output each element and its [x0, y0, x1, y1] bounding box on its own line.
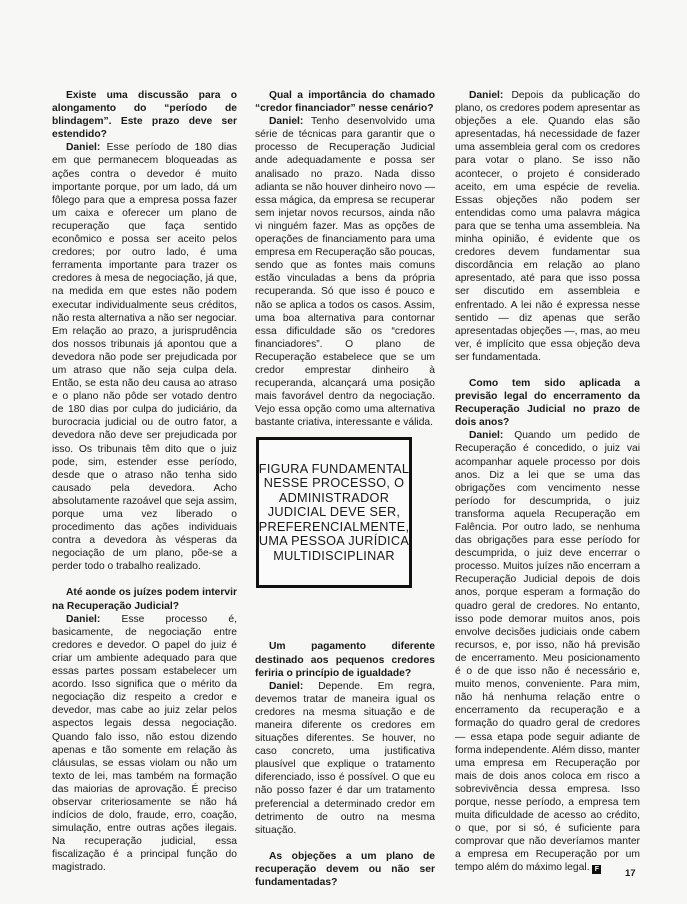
question-pequenos-credores: Um pagamento diferente destinado aos pequenos credores feriria o princípio de igualdade?	[255, 641, 435, 679]
question-objecoes: As objeções a um plano de recuperação devem ou não ser fundamentadas?	[255, 850, 435, 889]
answer-encerramento	[455, 429, 640, 874]
answer-text: Esse processo é, basicamente, de negociação entre credores e devedor. O papel do juiz é criar um ambiente adequado para que essas partes possam estabelecer um acordo. Isso significa que o mérito da negociação diz respeito a credor e devedor, mas cabe ao juiz zelar pelos aspectos legais dessa negociação. Quando falo isso, não estou dizendo apenas e tão somente em relação às cláusulas, se essas violam ou não um texto de lei, mas também na formação das maiorias de aprovação. É preciso observar criteriosamente se não há indícios de dolo, fraude, erro, coação, simulação, entre outras ações ilegais. Na recuperação judicial, essa fiscalização é a principal função do magistrado.	[52, 613, 237, 874]
answer-blindagem	[52, 141, 237, 573]
speaker-label: Daniel:	[269, 680, 304, 692]
speaker-label: Daniel:	[469, 430, 504, 442]
speaker-label: Daniel:	[469, 90, 504, 101]
question-credor-financiador: Qual a importância do chamado “credor financiador” nesse cenário?	[255, 90, 435, 115]
answer-text: Quando um pedido de Recuperação é concedido, o juiz vai acompanhar aquele processo por dois anos. Diz a lei que se uma das obrigações com vencimento nesse período for descumprida, o juiz transforma aquela Recuperação em Falência. Por outro lado, se nenhuma das obrigações para esse período for descumprida, o juiz deve encerrar o processo. Muitos juízes não encerram a Recuperação Judicial depois de dois anos, porque esperam a formação do quadro geral de credores. No entanto, isso pode demorar muitos anos, pois envolve decisões judiciais onde cabem recursos, e, por isso, não há previsão de encerramento. Meu posicionamento é o de que isso não é necessário e, muito menos, conveniente. Para mim, não há nenhuma relação entre o encerramento da recuperação e a formação do quadro geral de credores — essa etapa pode seguir adiante de forma independente. Além disso, manter uma empresa em Recuperação por mais de dois anos coloca em risco a sobrevivência dessa empresa. Isso porque, nesse período, a empresa tem muita dificuldade de acesso ao crédito, o que, por si só, é suficiente para comprovar que não deveríamos manter a empresa em Recuperação por um tempo além do máximo legal.	[455, 430, 640, 874]
pull-quote-box	[256, 437, 412, 588]
answer-credor-financiador	[255, 115, 435, 429]
speaker-label: Daniel:	[269, 116, 304, 128]
question-blindagem: Existe uma discussão para o alongamento do “período de blindagem”. Este prazo deve ser estendido?	[52, 90, 237, 141]
answer-text: Depende. Em regra, devemos tratar de maneira igual os credores na mesma situação e de maneira diferente os credores em situações diferentes. Se houver, no caso concreto, uma justificativa plausível que explique o tratamento diferenciado, isso é possível. O que eu não posso fazer é dar um tratamento preferencial a determinado credor em detrimento de outro na mesma situação.	[255, 680, 435, 836]
end-of-article-mark: F	[592, 865, 601, 874]
question-encerramento: Como tem sido aplicada a previsão legal do encerramento da Recuperação Judicial no prazo de dois anos?	[455, 377, 640, 429]
column-1	[52, 89, 237, 875]
answer-objecoes	[455, 89, 640, 364]
pull-quote-text: FIGURA FUNDAMENTAL NESSE PROCESSO, O ADMINISTRADOR JUDICIAL DEVE SER, PREFERENCIALMENTE, UMA PESSOA JURÍDICA MULTIDISCIPLINAR	[258, 461, 410, 563]
answer-text: Esse período de 180 dias em que permanecem bloqueadas as ações contra o devedor é muito importante porque, por um lado, dá um fôlego para que a empresa possa fazer um caixa e oferecer um plano de recuperação que faça sentido econômico e possa ser aceito pelos credores; por outro lado, é uma ferramenta importante para trazer os credores à mesa de negociação, já que, na medida em que estes não podem executar individualmente seus créditos, não resta alternativa a não ser negociar. Em relação ao prazo, a jurisprudência dos nossos tribunais já apontou que a devedora não pode ser prejudicada por um atraso que não seja culpa dela. Então, se esta não deu causa ao atraso e o plano não pôde ser votado dentro de 180 dias por culpa do judiciário, da burocracia judicial ou de outro fator, a devedora não deve ser prejudicada por isso. Os tribunais têm dito que o juiz pode, sim, estender esse período, desde que o atraso não tenha sido causado pela devedora. Acho absolutamente razoável que seja assim, porque uma vez liberado o procedimento das ações individuais contra a devedora às vésperas da negociação de um plano, põe-se a perder todo o trabalho realizado.	[52, 142, 237, 573]
answer-text: Depois da publicação do plano, os credores podem apresentar as objeções a ele. Quando elas são apresentadas, há necessidade de fazer uma assembleia geral com os credores para votar o plano. Se isso não acontecer, o projeto é considerado aceito, em uma espécie de revelia. Essas objeções não podem ser entendidas como uma palavra mágica para que se tenha uma assembleia. Na minha opinião, é evidente que os credores devem fundamentar sua discordância em relação ao plano apresentado, até para que isso possa ser discutido em assembleia e enfrentado. A lei não é expressa nesse sentido — diz apenas que serão apresentadas objeções —, mas, ao meu ver, é implícito que essa objeção deva ser fundamentada.	[455, 90, 640, 363]
speaker-label: Daniel:	[66, 613, 101, 625]
speaker-label: Daniel:	[66, 142, 101, 154]
question-juizes: Até aonde os juízes podem intervir na Recuperação Judicial?	[52, 587, 237, 612]
answer-text: Tenho desenvolvido uma série de técnicas para garantir que o processo de Recuperação Judicial ande adequadamente e possa ser analisado no prazo. Nada disso adianta se não houver dinheiro novo — essa mágica, da empresa se recuperar sem injetar novos recursos, ainda não vi ninguém fazer. Mas as opções de operações de financiamento para uma empresa em Recuperação são poucas, sendo que as fontes mais comuns estão vinculadas a bens da própria recuperanda. Só que isso é pouco e não se aplica a todos os casos. Assim, uma boa alternativa para contornar essa dificuldade são os “credores financiadores”. O plano de Recuperação estabelece que se um credor emprestar dinheiro à recuperanda, alcançará uma posição mais favorável dentro da negociação. Vejo essa opção como uma alternativa bastante criativa, interessante e válida.	[255, 116, 435, 429]
page-number: 17	[625, 868, 636, 879]
answer-pequenos-credores	[255, 680, 435, 837]
column-3	[455, 89, 640, 875]
answer-juizes	[52, 613, 237, 875]
